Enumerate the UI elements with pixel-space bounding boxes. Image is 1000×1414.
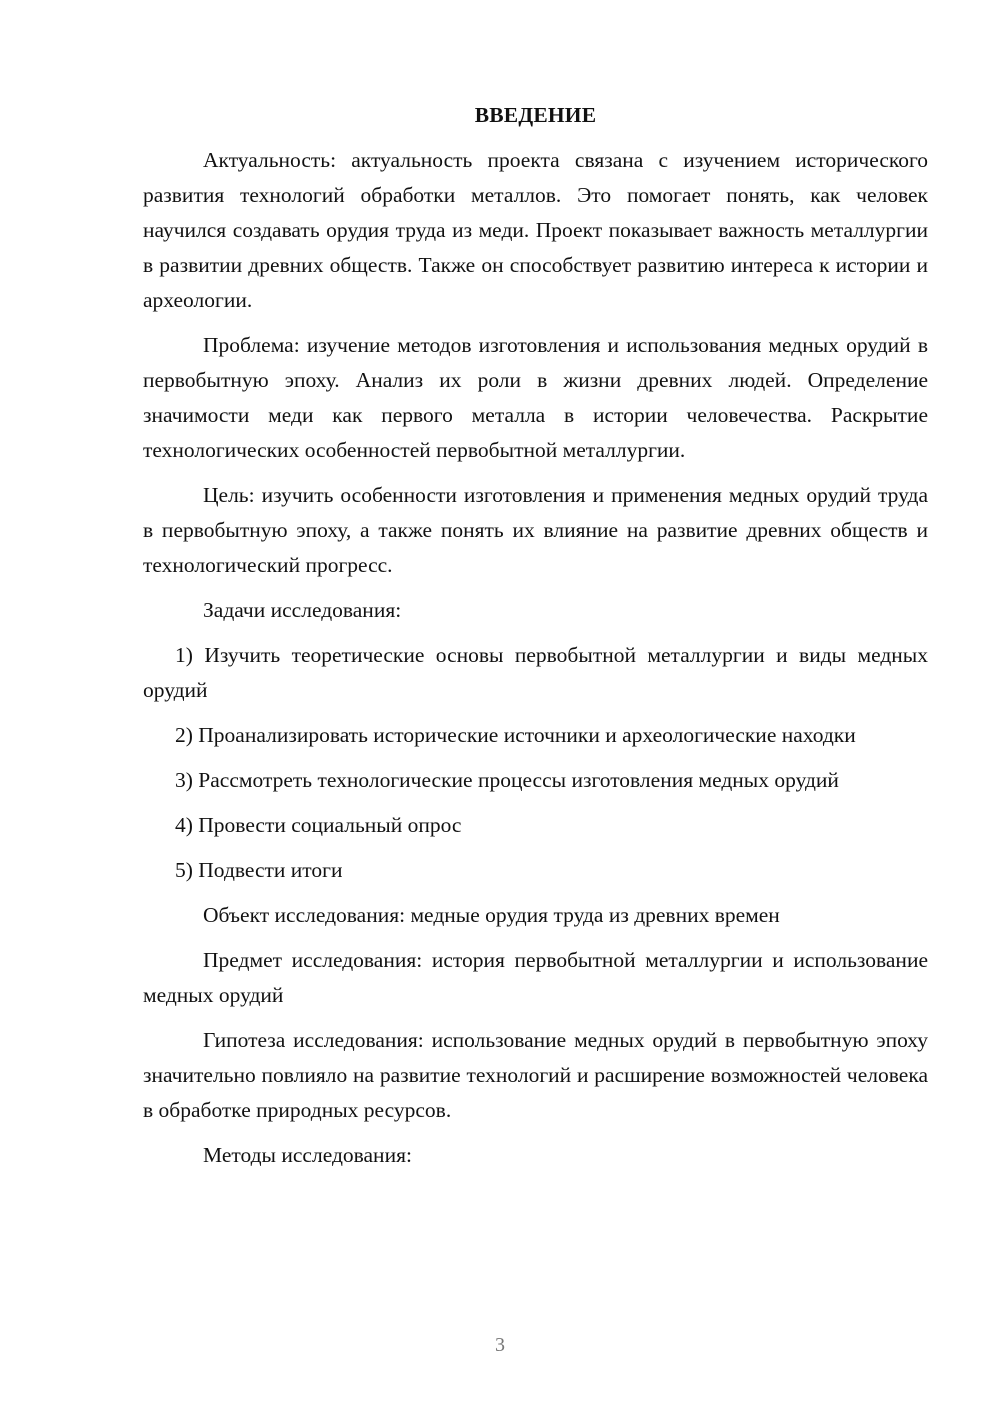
- task-item-4: 4) Провести социальный опрос: [175, 813, 462, 837]
- hypothesis-paragraph: Гипотеза исследования: использование медных орудий в первобытную эпоху значительно повлияло на развитие технологий и расширение возможностей человека в обработке природных ресурсов.: [143, 1028, 928, 1122]
- goal-paragraph: Цель: изучить особенности изготовления и применения медных орудий труда в первобытную эпоху, а также понять их влияние на развитие древних обществ и технологический прогресс.: [143, 483, 928, 577]
- section-heading: ВВЕДЕНИЕ: [474, 103, 597, 127]
- page-content: [143, 98, 928, 1183]
- page-number: 3: [495, 1334, 505, 1356]
- tasks-heading: Задачи исследования:: [203, 598, 402, 622]
- object-paragraph: Объект исследования: медные орудия труда из древних времен: [203, 903, 780, 927]
- methods-paragraph: Методы исследования:: [203, 1143, 412, 1167]
- relevance-paragraph: Актуальность: актуальность проекта связана с изучением исторического развития технологий обработки металлов. Это помогает понять, как человек научился создавать орудия труда из меди. Проект показывает важность металлургии в развитии древних обществ. Также он способствует развитию интереса к истории и археологии.: [143, 148, 928, 312]
- task-item-5: 5) Подвести итоги: [175, 858, 343, 882]
- task-item-1: 1) Изучить теоретические основы первобытной металлургии и виды медных орудий: [143, 643, 928, 702]
- subject-paragraph: Предмет исследования: история первобытной металлургии и использование медных орудий: [143, 948, 928, 1007]
- task-item-2: 2) Проанализировать исторические источники и археологические находки: [175, 723, 856, 747]
- problem-paragraph: Проблема: изучение методов изготовления и использования медных орудий в первобытную эпоху. Анализ их роли в жизни древних людей. Определение значимости меди как первого металла в истории человечества. Раскрытие технологических особенностей первобытной металлургии.: [143, 333, 928, 462]
- task-item-3: 3) Рассмотреть технологические процессы изготовления медных орудий: [175, 768, 839, 792]
